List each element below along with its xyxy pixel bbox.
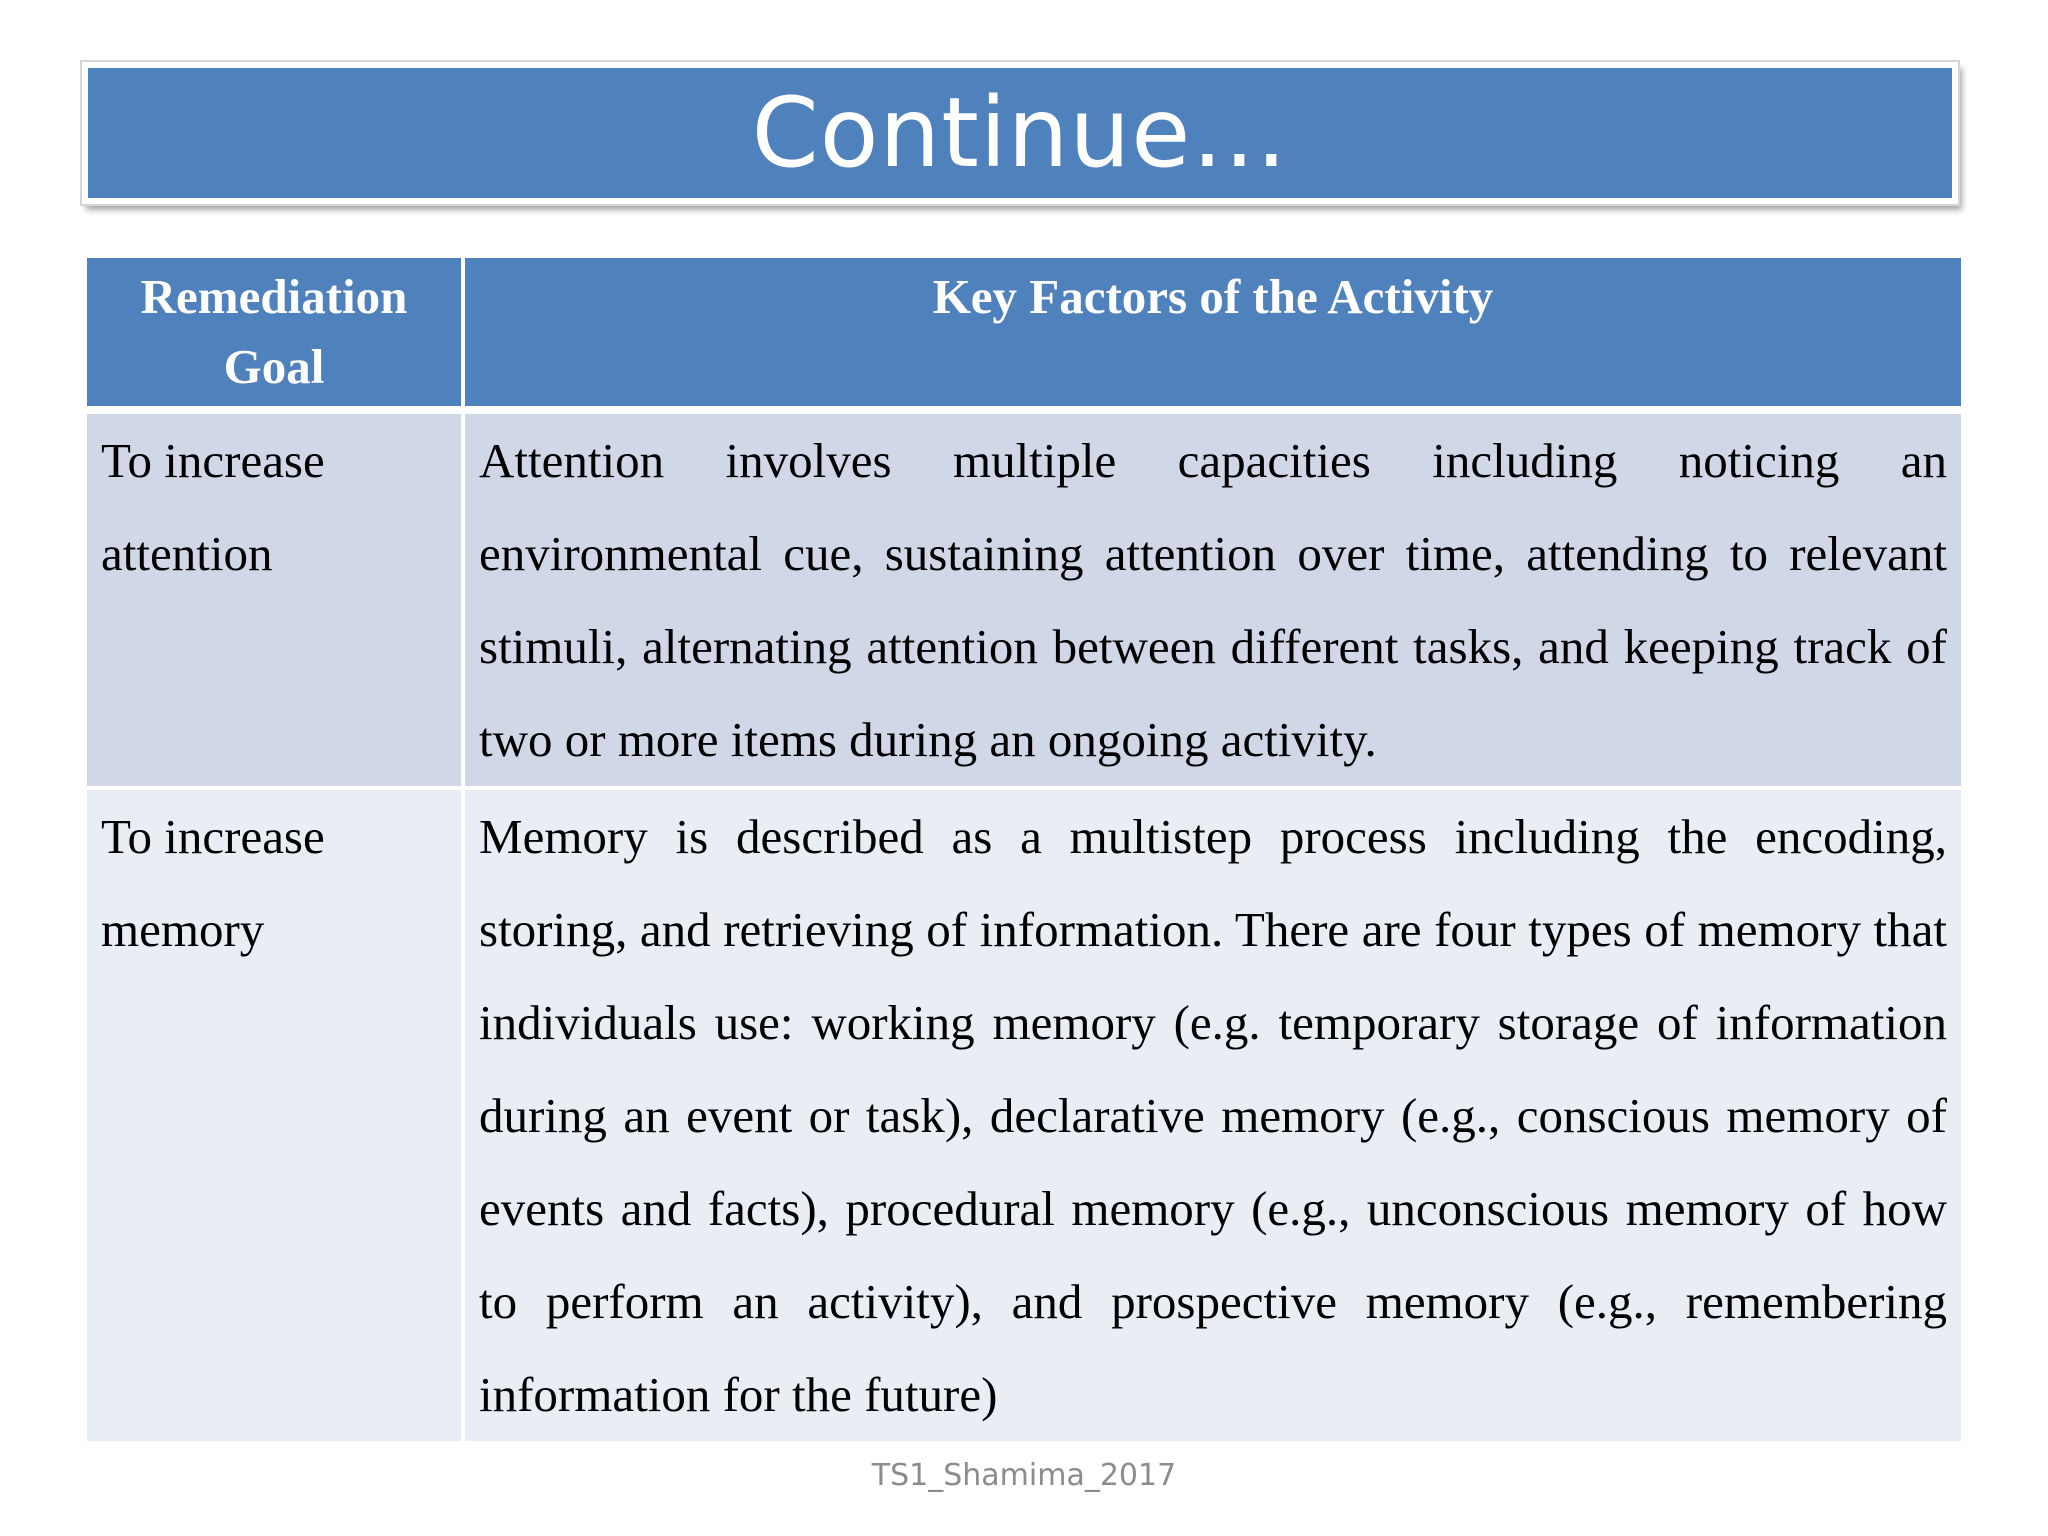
remediation-table <box>87 258 1961 1445</box>
slide-title: Continue… <box>751 77 1289 189</box>
table-row <box>87 788 1961 1443</box>
factors-cell: Memory is described as a multistep process including the encoding, storing, and retrieving of information. There are four types of memory that individuals use: working memory (e.g. temporary storage of information during an event or task), declarative memory (e.g., conscious memory of events and facts), procedural memory (e.g., unconscious memory of how to perform an activity), and prospective memory (e.g., remembering information for the future) <box>463 788 1961 1443</box>
header-key-factors: Key Factors of the Activity <box>463 258 1961 410</box>
goal-cell: To increase attention <box>87 410 463 788</box>
table-row <box>87 410 1961 788</box>
title-banner <box>82 62 1958 204</box>
slide-footer: TS1_Shamima_2017 <box>871 1458 1177 1493</box>
goal-cell: To increase memory <box>87 788 463 1443</box>
table-header-row <box>87 258 1961 410</box>
factors-cell: Attention involves multiple capacities including noticing an environmental cue, sustaining attention over time, attending to relevant stimuli, alternating attention between different tasks, and keeping track of two or more items during an ongoing activity. <box>463 410 1961 788</box>
header-remediation-goal: Remediation Goal <box>87 258 463 410</box>
